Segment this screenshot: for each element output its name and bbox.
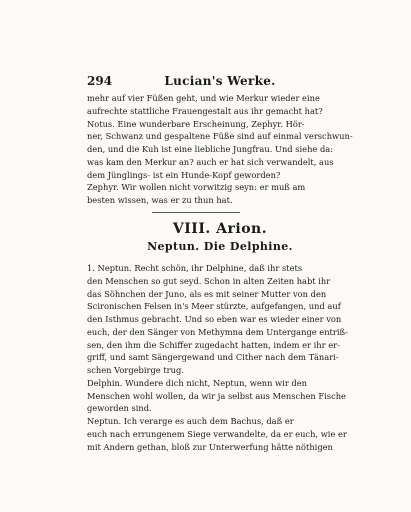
text-line: den Isthmus gebracht. Und so eben war es wieder einer von [87, 314, 342, 324]
text-line: Notus. Eine wunderbare Erscheinung, Zephyr. Hör- [87, 118, 305, 129]
running-title: Lucian's Werke. [164, 74, 276, 88]
page-header [87, 74, 353, 90]
text-line: den Menschen so gut seyd. Schon in alten Zeiten habt ihr [87, 275, 331, 286]
text-line: aufrechte stattliche Frauengestalt aus ihr gemacht hat? [87, 105, 323, 116]
text-line: schen Vorgebirge trug. [87, 365, 184, 375]
text-line: das Söhnchen der Juno, als es mit seiner Mutter von den [87, 288, 327, 299]
section-title: VIII. Arion. [172, 221, 268, 237]
text-line: ner, Schwanz und gespaltene Füße sind auf einmal verschwun- [87, 131, 353, 142]
text-line: Menschen wohl wollen, da wir ja selbst aus Menschen Fische [87, 390, 346, 401]
text-line: Zephyr. Wir wollen nicht vorwitzig seyn: er muß am [87, 182, 306, 193]
section-divider [152, 212, 240, 213]
top-text-block [87, 92, 353, 207]
text-line: dem Jünglings- ist ein Hunde-Kopf geworden? [87, 169, 281, 180]
text-line: besten wissen, was er zu thun hat. [87, 195, 233, 205]
text-line: 1. Neptun. Recht schön, ihr Delphine, daß ihr stets [87, 263, 303, 273]
text-line: griff, und samt Sängergewand und Cither nach dem Tänari- [87, 352, 339, 363]
text-line: Delphin. Wundere dich nicht, Neptun, wenn wir den [87, 377, 307, 388]
text-line: Scironischen Felsen in's Meer stürzte, aufgefangen, und auf [87, 301, 341, 312]
text-line: den, und die Kuh ist eine liebliche Jungfrau. Und siehe da: [87, 144, 334, 154]
text-line: mehr auf vier Füßen geht, und wie Merkur wieder eine [87, 93, 320, 103]
text-line: sen, den ihm die Schiffer zugedacht hatten, indem er ihr er- [87, 339, 340, 350]
text-line: geworden sind. [87, 403, 152, 414]
text-line: Neptun. Ich verarge es auch dem Bachus, daß er [87, 416, 294, 426]
text-line: was kam den Merkur an? auch er hat sich verwandelt, aus [87, 156, 334, 167]
text-line: euch, der den Sänger von Methymna dem Untergange entriß- [87, 326, 348, 337]
bottom-text-block [87, 262, 353, 453]
section-subtitle: Neptun. Die Delphine. [147, 240, 293, 253]
text-line: mit Andern gethan, bloß zur Unterwerfung hätte nöthigen [87, 441, 333, 452]
page-number: 294 [87, 74, 113, 88]
text-line: euch nach errungenem Siege verwandelte, da er euch, wie er [87, 428, 347, 439]
